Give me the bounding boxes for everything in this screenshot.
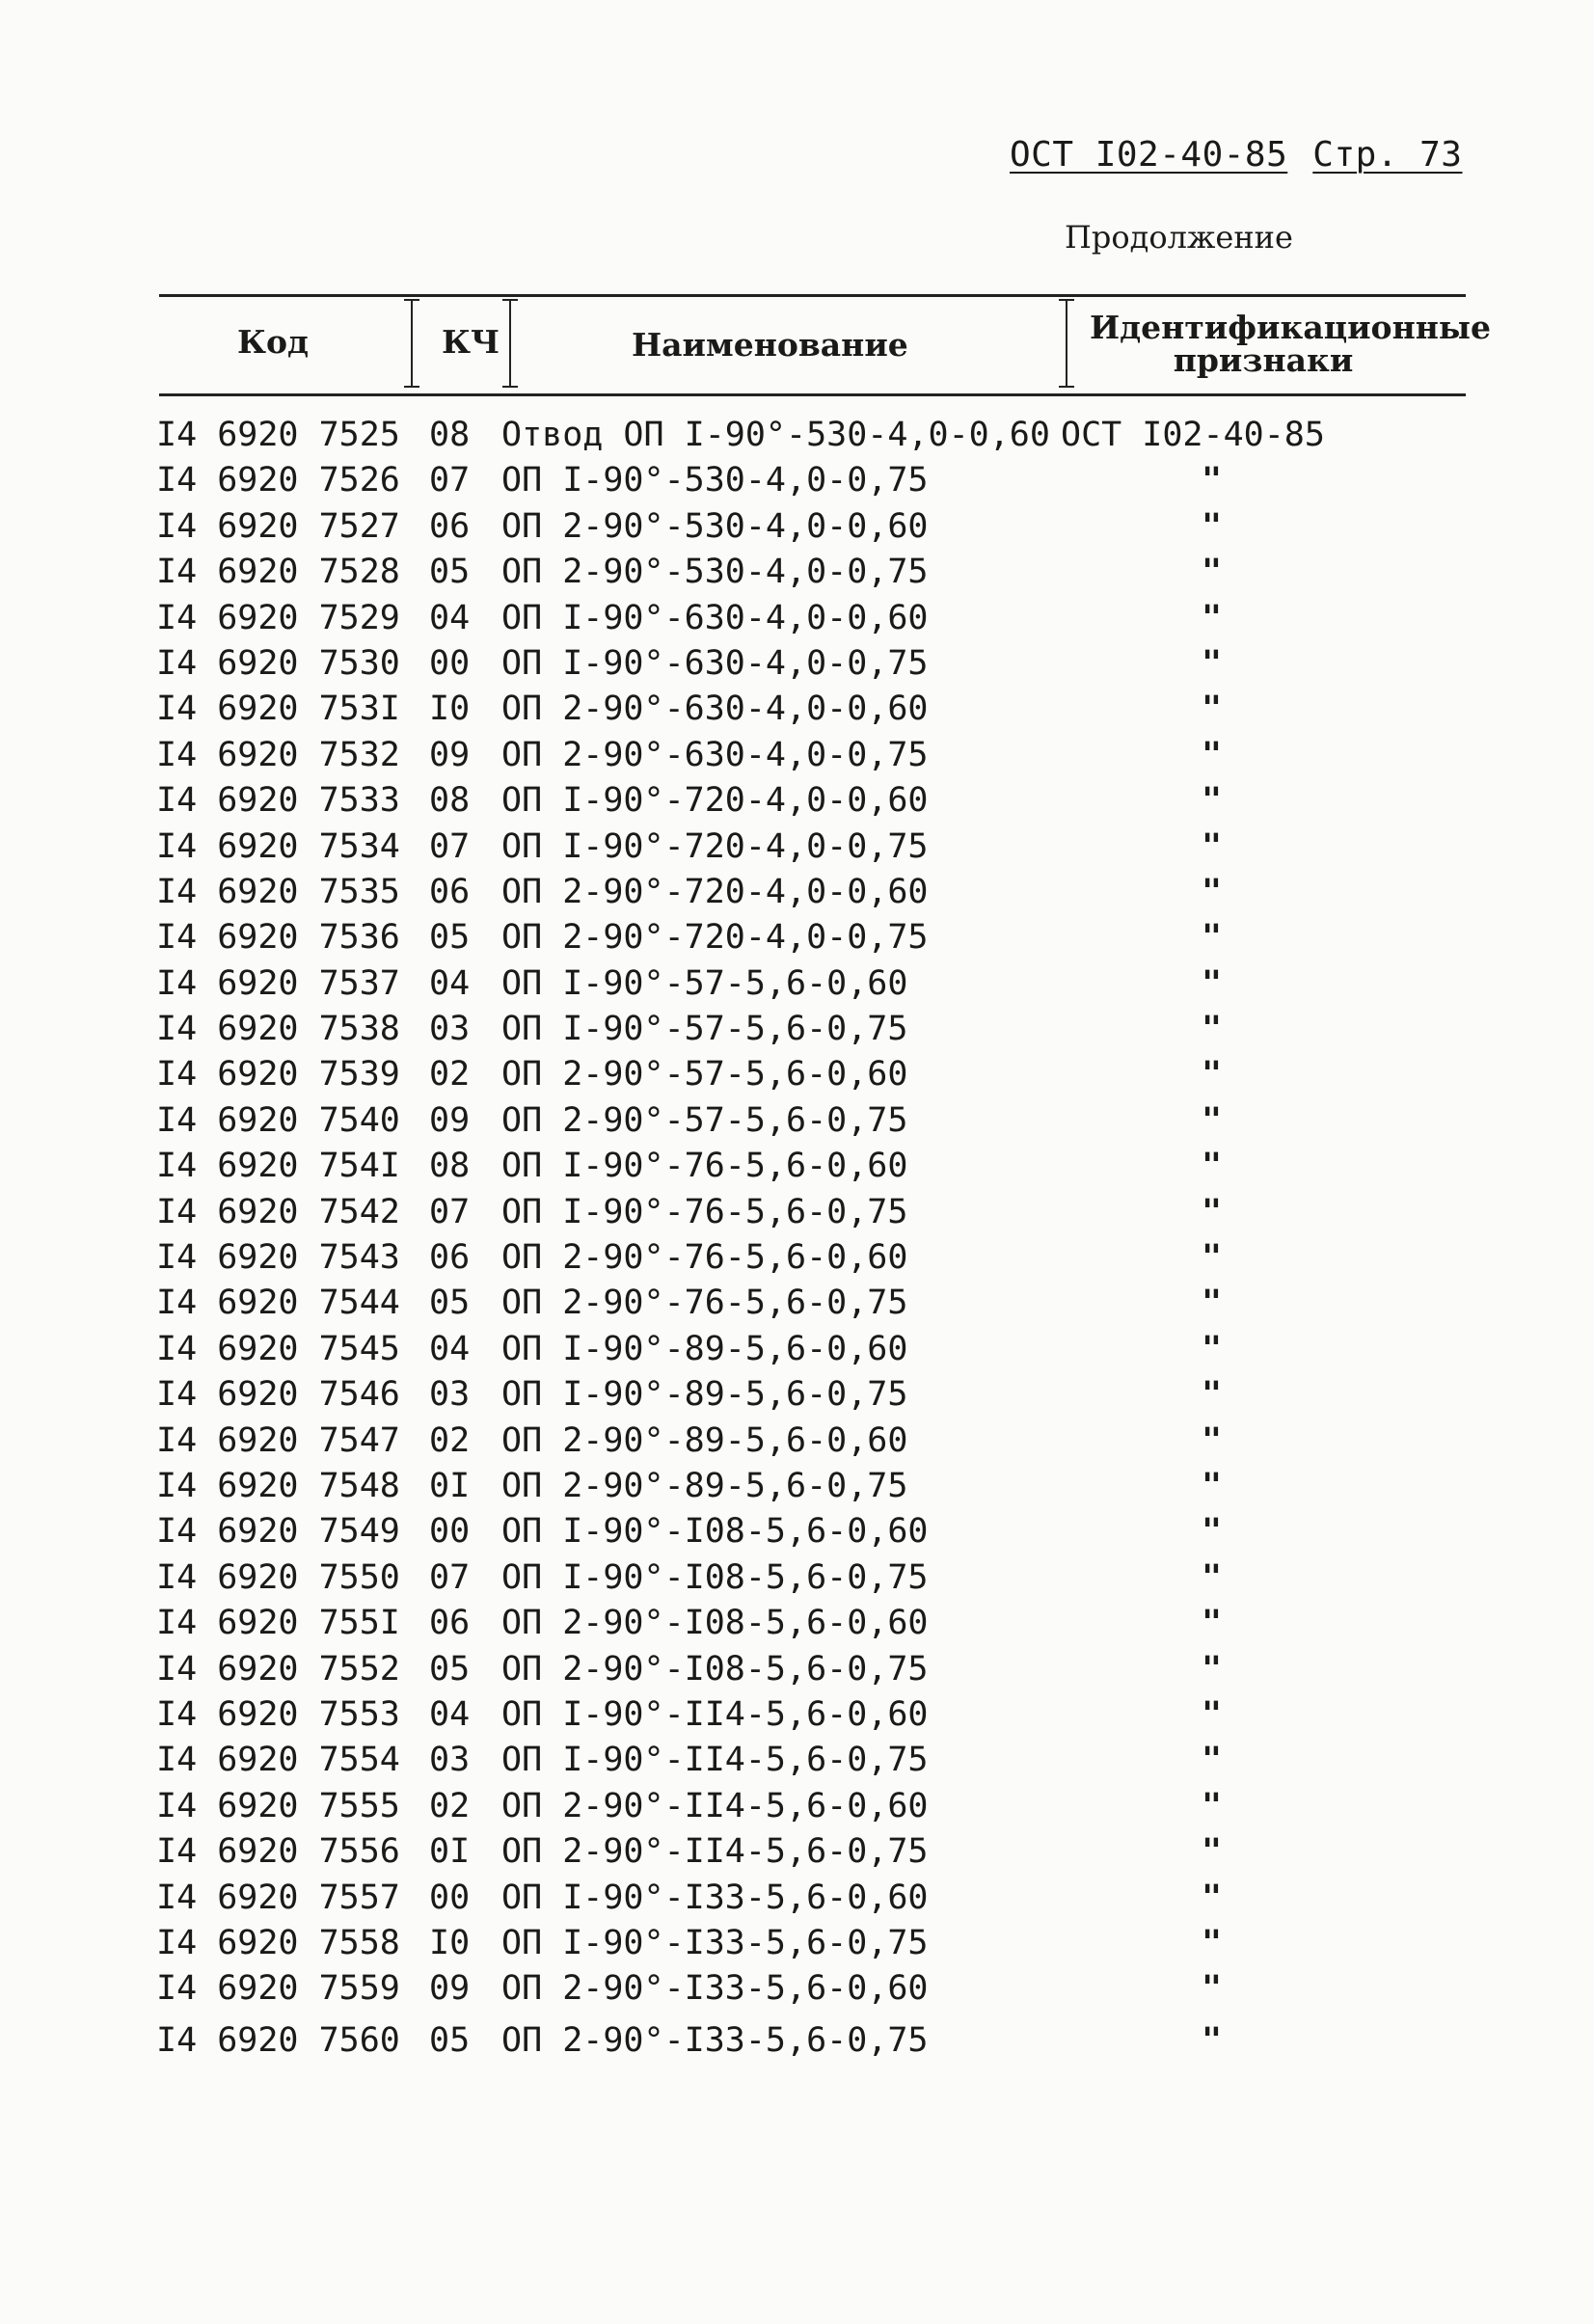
row-ident: " [1202, 1786, 1223, 1825]
row-name: ОП I-90°-530-4,0-0,75 [501, 461, 929, 500]
row-code: I4 6920 7553 [156, 1694, 400, 1734]
row-code: I4 6920 7530 [156, 643, 400, 683]
row-name: ОП I-90°-630-4,0-0,75 [501, 643, 929, 683]
table-row [0, 1921, 1594, 1966]
row-code: I4 6920 7542 [156, 1192, 400, 1231]
row-kch: 07 [429, 1557, 471, 1597]
table-row [0, 1692, 1594, 1738]
row-code: I4 6920 7529 [156, 598, 400, 637]
table-row [0, 458, 1594, 503]
row-name: ОП I-90°-89-5,6-0,75 [501, 1375, 908, 1415]
separator-tick [1059, 299, 1074, 301]
row-code: I4 6920 7558 [156, 1923, 400, 1962]
row-code: I4 6920 7528 [156, 553, 400, 592]
row-ident: " [1202, 781, 1223, 821]
row-name: Отвод ОП I-90°-530-4,0-0,60 [501, 416, 1050, 454]
row-name: ОП 2-90°-630-4,0-0,75 [501, 735, 929, 774]
row-code: I4 6920 7552 [156, 1649, 400, 1689]
row-name: ОП I-90°-II4-5,6-0,60 [501, 1694, 929, 1734]
row-name: ОП 2-90°-530-4,0-0,60 [501, 506, 929, 546]
separator-tick [404, 299, 419, 301]
column-header-ident-line1: Идентификационные [1090, 309, 1491, 346]
row-code: I4 6920 7559 [156, 1969, 400, 2009]
row-kch: 05 [429, 1284, 471, 1323]
row-ident: " [1202, 1420, 1223, 1460]
row-kch: 04 [429, 1329, 471, 1368]
row-ident: " [1202, 1147, 1223, 1186]
row-ident: " [1202, 506, 1223, 546]
row-code: I4 6920 7543 [156, 1238, 400, 1278]
row-code: I4 6920 7544 [156, 1284, 400, 1323]
row-code: I4 6920 7550 [156, 1557, 400, 1597]
row-ident: " [1202, 1694, 1223, 1734]
table-row [0, 1281, 1594, 1326]
table-row [0, 1007, 1594, 1052]
row-name: ОП 2-90°-76-5,6-0,75 [501, 1284, 908, 1323]
row-name: ОП 2-90°-57-5,6-0,60 [501, 1055, 908, 1094]
row-kch: 06 [429, 1238, 471, 1278]
row-name: ОП I-90°-76-5,6-0,75 [501, 1192, 908, 1231]
row-code: I4 6920 7549 [156, 1512, 400, 1552]
row-ident: " [1202, 918, 1223, 958]
table-row [0, 778, 1594, 824]
page-number: Стр. 73 [1312, 135, 1463, 175]
document-reference [1010, 135, 1462, 175]
table-row [0, 1647, 1594, 1692]
table-row [0, 1966, 1594, 2012]
table-row [0, 1098, 1594, 1144]
row-ident: " [1202, 1375, 1223, 1415]
row-kch: 05 [429, 918, 471, 958]
row-code: I4 6920 7533 [156, 781, 400, 821]
row-kch: 09 [429, 1100, 471, 1140]
row-name: ОП I-90°-I08-5,6-0,60 [501, 1512, 929, 1552]
row-ident: " [1202, 963, 1223, 1003]
row-code: I4 6920 7534 [156, 826, 400, 866]
row-kch: 07 [429, 826, 471, 866]
row-code: I4 6920 7536 [156, 918, 400, 958]
column-separator [1066, 299, 1067, 388]
table-row [0, 1829, 1594, 1875]
row-kch: 05 [429, 553, 471, 592]
row-ident: " [1202, 1832, 1223, 1872]
row-name: ОП I-90°-57-5,6-0,75 [501, 1010, 908, 1049]
table-row [0, 1784, 1594, 1829]
continuation-label: Продолжение [1065, 219, 1293, 256]
row-name: ОП 2-90°-89-5,6-0,60 [501, 1420, 908, 1460]
row-kch: 02 [429, 1786, 471, 1825]
row-kch: 05 [429, 2020, 471, 2060]
row-name: ОП 2-90°-630-4,0-0,60 [501, 689, 929, 729]
row-code: I4 6920 755I [156, 1604, 400, 1643]
row-kch: 05 [429, 1649, 471, 1689]
table-row [0, 915, 1594, 960]
row-code: I4 6920 7547 [156, 1420, 400, 1460]
table-row [0, 1372, 1594, 1418]
row-code: I4 6920 7557 [156, 1878, 400, 1917]
table-row [0, 687, 1594, 732]
row-kch: 04 [429, 598, 471, 637]
column-separator [509, 299, 511, 388]
row-code: I4 6920 7538 [156, 1010, 400, 1049]
table-row [0, 1601, 1594, 1646]
row-kch: 08 [429, 416, 471, 454]
row-kch: 06 [429, 506, 471, 546]
row-ident: " [1202, 1557, 1223, 1597]
row-name: ОП 2-90°-I08-5,6-0,60 [501, 1604, 929, 1643]
row-name: ОП 2-90°-720-4,0-0,75 [501, 918, 929, 958]
table-row [0, 1327, 1594, 1372]
row-ident: " [1202, 1284, 1223, 1323]
row-kch: 03 [429, 1741, 471, 1780]
table-row [0, 550, 1594, 595]
row-ident: " [1202, 2020, 1223, 2060]
row-kch: 02 [429, 1055, 471, 1094]
row-code: I4 6920 7537 [156, 963, 400, 1003]
row-code: I4 6920 7540 [156, 1100, 400, 1140]
row-name: ОП 2-90°-76-5,6-0,60 [501, 1238, 908, 1278]
row-kch: 07 [429, 1192, 471, 1231]
row-ident: " [1202, 1192, 1223, 1231]
table-body [0, 413, 1594, 2058]
row-kch: 0I [429, 1466, 471, 1505]
row-kch: 00 [429, 643, 471, 683]
row-ident: " [1202, 872, 1223, 911]
row-code: I4 6920 7546 [156, 1375, 400, 1415]
column-header-kch: КЧ [442, 323, 500, 361]
table-row [0, 961, 1594, 1007]
row-kch: 0I [429, 1832, 471, 1872]
row-code: I4 6920 7545 [156, 1329, 400, 1368]
row-code: I4 6920 753I [156, 689, 400, 729]
row-ident: " [1202, 1010, 1223, 1049]
row-ident: " [1202, 826, 1223, 866]
row-code: I4 6920 7556 [156, 1832, 400, 1872]
column-header-ident [1090, 309, 1491, 379]
row-code: I4 6920 7548 [156, 1466, 400, 1505]
row-name: ОП I-90°-I08-5,6-0,75 [501, 1557, 929, 1597]
table-row [0, 641, 1594, 687]
table-row [0, 2018, 1594, 2064]
table-header-bottom-rule [159, 393, 1466, 396]
row-code: I4 6920 7532 [156, 735, 400, 774]
table-row [0, 1235, 1594, 1281]
row-ident: " [1202, 1100, 1223, 1140]
row-ident: " [1202, 735, 1223, 774]
row-kch: 09 [429, 1969, 471, 2009]
row-name: ОП I-90°-76-5,6-0,60 [501, 1147, 908, 1186]
table-row [0, 870, 1594, 915]
row-kch: 00 [429, 1512, 471, 1552]
row-ident: ОСТ I02-40-85 [1061, 416, 1325, 454]
table-row [0, 504, 1594, 550]
row-ident: " [1202, 1649, 1223, 1689]
table-row [0, 596, 1594, 641]
table-row [0, 1190, 1594, 1235]
row-kch: 06 [429, 1604, 471, 1643]
row-ident: " [1202, 1741, 1223, 1780]
row-code: I4 6920 754I [156, 1147, 400, 1186]
row-name: ОП 2-90°-89-5,6-0,75 [501, 1466, 908, 1505]
row-kch: 03 [429, 1010, 471, 1049]
row-name: ОП 2-90°-II4-5,6-0,75 [501, 1832, 929, 1872]
separator-tick [1059, 386, 1074, 388]
table-row [0, 1419, 1594, 1464]
row-kch: 07 [429, 461, 471, 500]
row-code: I4 6920 7560 [156, 2020, 400, 2060]
table-top-rule [159, 294, 1466, 297]
row-name: ОП 2-90°-530-4,0-0,75 [501, 553, 929, 592]
row-name: ОП I-90°-630-4,0-0,60 [501, 598, 929, 637]
row-name: ОП I-90°-720-4,0-0,60 [501, 781, 929, 821]
row-code: I4 6920 7555 [156, 1786, 400, 1825]
row-kch: 09 [429, 735, 471, 774]
row-kch: 04 [429, 963, 471, 1003]
row-ident: " [1202, 643, 1223, 683]
row-kch: 08 [429, 1147, 471, 1186]
table-row [0, 733, 1594, 778]
table-row [0, 824, 1594, 870]
row-ident: " [1202, 1055, 1223, 1094]
column-separator [411, 299, 413, 388]
table-row [0, 413, 1594, 458]
row-name: ОП 2-90°-II4-5,6-0,60 [501, 1786, 929, 1825]
row-name: ОП I-90°-II4-5,6-0,75 [501, 1741, 929, 1780]
row-ident: " [1202, 1604, 1223, 1643]
row-name: ОП I-90°-57-5,6-0,60 [501, 963, 908, 1003]
row-name: ОП 2-90°-I08-5,6-0,75 [501, 1649, 929, 1689]
separator-tick [502, 386, 518, 388]
row-ident: " [1202, 1923, 1223, 1962]
column-header-code: Код [237, 323, 310, 361]
column-header-name: Наименование [632, 326, 908, 364]
row-code: I4 6920 7525 [156, 416, 400, 454]
row-code: I4 6920 7554 [156, 1741, 400, 1780]
row-ident: " [1202, 1969, 1223, 2009]
row-ident: " [1202, 1329, 1223, 1368]
table-row [0, 1509, 1594, 1554]
row-kch: I0 [429, 689, 471, 729]
row-ident: " [1202, 598, 1223, 637]
row-kch: 02 [429, 1420, 471, 1460]
table-row [0, 1876, 1594, 1921]
table-row [0, 1464, 1594, 1509]
row-kch: I0 [429, 1923, 471, 1962]
table-row [0, 1144, 1594, 1189]
row-name: ОП I-90°-720-4,0-0,75 [501, 826, 929, 866]
table-row [0, 1052, 1594, 1097]
row-ident: " [1202, 1466, 1223, 1505]
row-ident: " [1202, 689, 1223, 729]
row-name: ОП 2-90°-720-4,0-0,60 [501, 872, 929, 911]
row-code: I4 6920 7526 [156, 461, 400, 500]
row-ident: " [1202, 461, 1223, 500]
row-kch: 00 [429, 1878, 471, 1917]
row-kch: 03 [429, 1375, 471, 1415]
row-name: ОП I-90°-I33-5,6-0,75 [501, 1923, 929, 1962]
row-name: ОП 2-90°-I33-5,6-0,75 [501, 2020, 929, 2060]
row-code: I4 6920 7539 [156, 1055, 400, 1094]
standard-number: ОСТ I02-40-85 [1010, 135, 1288, 175]
row-kch: 08 [429, 781, 471, 821]
row-ident: " [1202, 1878, 1223, 1917]
table-row [0, 1555, 1594, 1601]
row-code: I4 6920 7535 [156, 872, 400, 911]
table-row [0, 1738, 1594, 1783]
separator-tick [404, 386, 419, 388]
row-ident: " [1202, 1238, 1223, 1278]
row-code: I4 6920 7527 [156, 506, 400, 546]
row-ident: " [1202, 553, 1223, 592]
separator-tick [502, 299, 518, 301]
column-header-ident-line2: признаки [1173, 341, 1354, 379]
row-kch: 06 [429, 872, 471, 911]
row-name: ОП 2-90°-I33-5,6-0,60 [501, 1969, 929, 2009]
row-name: ОП 2-90°-57-5,6-0,75 [501, 1100, 908, 1140]
row-name: ОП I-90°-I33-5,6-0,60 [501, 1878, 929, 1917]
row-kch: 04 [429, 1694, 471, 1734]
row-name: ОП I-90°-89-5,6-0,60 [501, 1329, 908, 1368]
row-ident: " [1202, 1512, 1223, 1552]
